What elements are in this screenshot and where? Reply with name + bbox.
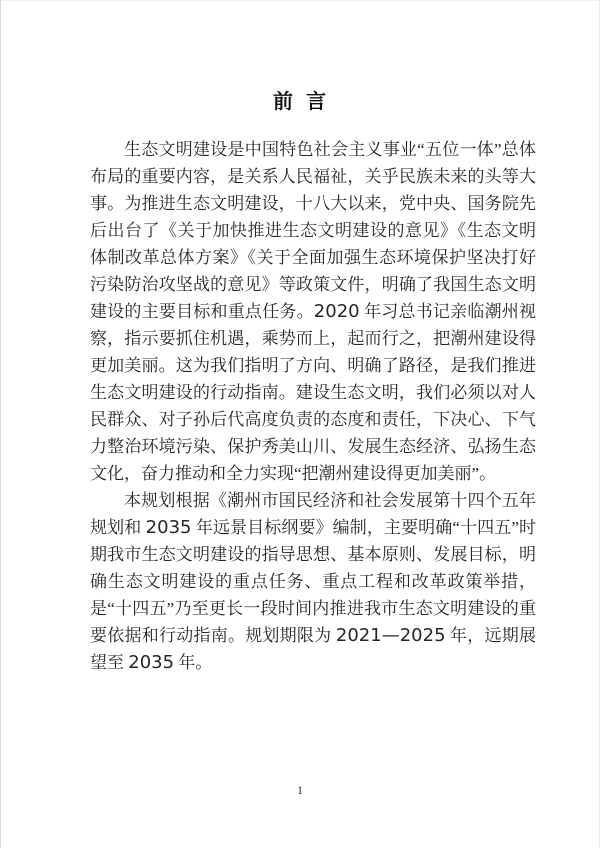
document-title: 前 言 <box>273 91 327 113</box>
text-run: 年。 <box>174 653 213 672</box>
numeral-run: 2020 <box>313 301 360 322</box>
text-run: 年，远期展望至 <box>90 626 536 672</box>
paragraph <box>90 487 536 676</box>
numeral-run: 2035 <box>128 652 175 673</box>
text-run: 本规划根据《潮州市国民经济和社会发展第十四个五年规划和 <box>90 491 536 537</box>
paragraph <box>90 136 536 487</box>
document-body <box>90 136 536 676</box>
page-number: 1 <box>297 783 303 797</box>
text-run: 年习总书记亲临潮州视察，指示要抓住机遇，乘势而上，起而行之，把潮州建设得更加美丽。这为我们指明了方向、明确了路径，是我们推进生态文明建设的行动指南。建设生态文明，我们必须以对人民群众、对子孙后代高度负责的态度和责任，下决心、下气力整治环境污染、保护秀美山川、发展生态经济、弘扬生态文化，奋力推动和全力实现“把潮州建设得更加美丽”。 <box>90 302 537 483</box>
text-run: 年远景目标纲要》编制，主要明确“十四五”时期我市生态文明建设的指导思想、基本原则、发展目标，明确生态文明建设的重点任务、重点工程和改革政策举措，是“十四五”乃至更长一段时间内推进我市生态文明建设的重要依据和行动指南。规划期限为 <box>90 518 537 645</box>
numeral-run: 2021—2025 <box>335 625 446 646</box>
text-run: 生态文明建设是中国特色社会主义事业“五位一体”总体布局的重要内容，是关系人民福祉，关乎民族未来的头等大事。为推进生态文明建设，十八大以来，党中央、国务院先后出台了《关于加快推进生态文明建设的意见》《生态文明体制改革总体方案》《关于全面加强生态环境保护坚决打好污染防治攻坚战的意见》等政策文件，明确了我国生态文明建设的主要目标和重点任务。 <box>90 140 536 321</box>
numeral-run: 2035 <box>145 517 192 538</box>
